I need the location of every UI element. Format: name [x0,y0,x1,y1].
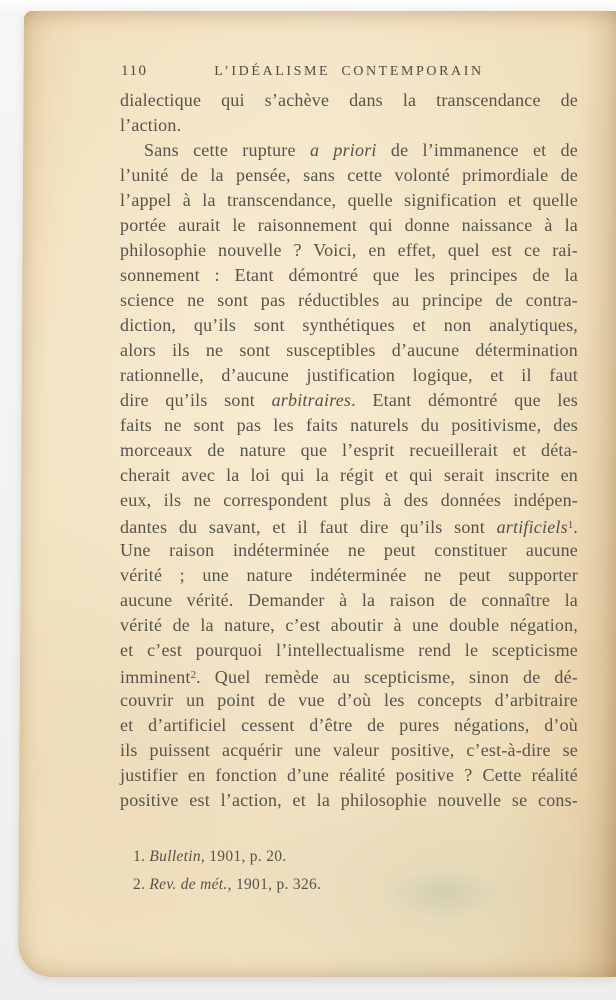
text-run: faits ne sont pas les faits naturels du positivisme, des [120,415,578,435]
text-run: vérité de la nature, c’est aboutir à une double négation, [120,615,578,635]
text-line [120,263,578,288]
text-line [120,138,578,163]
text-line [120,763,578,788]
text-run: Bulletin [149,848,201,865]
text-run: l’appel à la transcendance, quelle signification et quelle [120,190,578,210]
text-line [120,513,578,538]
text-run: Rev. de mét. [149,875,228,893]
text-line [120,213,578,238]
text-run: alors ils ne sont susceptibles d’aucune détermination [120,340,578,360]
text-run: dialectique qui s’achève dans la transcendance de [120,90,578,110]
footnotes [133,843,553,898]
running-title: L’IDÉALISME CONTEMPORAIN [214,64,484,79]
text-line [120,313,578,338]
text-run: . Etant démontré que les [351,390,578,410]
page-number: 110 [121,63,148,79]
text-run: couvrir un point de vue d’où les concepts d’arbitraire [120,690,578,710]
text-run: philosophie nouvelle ? Voici, en effet, quel est ce rai- [120,240,578,260]
text-run: l’action. [120,115,182,135]
footnote-line [133,871,553,899]
text-line [120,113,578,138]
body-text [120,88,578,813]
text-run: Une raison indéterminée ne peut constituer aucune [120,540,578,560]
text-run: 2. [133,875,150,893]
text-line [120,488,578,513]
text-run: sonnement : Etant démontré que les principes de la [120,265,578,285]
text-run: et d’artificiel cessent d’être de pures négations, d’où [120,715,578,735]
text-line [120,713,578,738]
text-run: rationnelle, d’aucune justification logique, et il faut [120,365,578,385]
text-run: positive est l’action, et la philosophie nouvelle se cons- [120,790,578,810]
footnote-line [133,843,553,871]
text-line [120,638,578,663]
text-run: vérité ; une nature indéterminée ne peut supporter [120,565,578,585]
text-line [120,563,578,588]
text-run: l’unité de la pensée, sans cette volonté primordiale de [120,165,578,185]
text-run: et c’est pourquoi l’intellectualisme rend le scepticisme [120,640,578,660]
text-line [120,163,578,188]
footnote-marker: 1 [567,519,574,531]
text-run: . [573,517,578,537]
text-run: artificiels [496,517,568,537]
text-line [120,188,578,213]
text-run: diction, qu’ils sont synthétiques et non analytiques, [120,315,578,335]
text-line [120,413,578,438]
text-line [120,438,578,463]
text-line [120,463,578,488]
text-line [120,538,578,563]
text-run: ils puissent acquérir une valeur positive, c’est-à-dire se [120,740,578,760]
text-line [120,613,578,638]
text-run: justifier en fonction d’une réalité positive ? Cette réalité [120,765,578,785]
text-run: dantes du savant, et il faut dire qu’ils sont [120,517,497,537]
text-line [120,338,578,363]
text-line [120,238,578,263]
text-run: imminent [120,667,191,687]
text-run: Sans cette rupture [144,140,310,160]
text-run: de l’immanence et de [376,140,578,160]
text-run: portée aurait le raisonnement qui donne naissance à la [120,215,578,235]
text-run: . Quel remède au scepticisme, sinon de dé- [196,667,578,687]
text-run: aucune vérité. Demander à la raison de connaître la [120,590,578,610]
text-line [120,288,578,313]
text-run: a priori [309,140,377,160]
text-run: cherait avec la loi qui la régit et qui serait inscrite en [120,465,578,485]
text-line [120,88,578,113]
text-run: morceaux de nature que l’esprit recueillerait et déta- [120,440,578,460]
text-line [120,788,578,813]
text-run: arbitraires [271,390,352,410]
text-run: , 1901, p. 20. [200,848,287,865]
running-head [120,62,578,82]
text-run: 1. [133,848,150,865]
text-line [120,363,578,388]
text-line [120,688,578,713]
text-run: science ne sont pas réductibles au principe de contra- [120,290,578,310]
footnote-marker: 2 [190,669,197,681]
text-run: eux, ils ne correspondent plus à des données indépen- [120,490,578,510]
text-run: dire qu’ils sont [120,390,272,410]
text-line [120,738,578,763]
text-line [120,663,578,688]
text-line [120,388,578,413]
text-run: , 1901, p. 326. [227,875,322,893]
text-line [120,588,578,613]
